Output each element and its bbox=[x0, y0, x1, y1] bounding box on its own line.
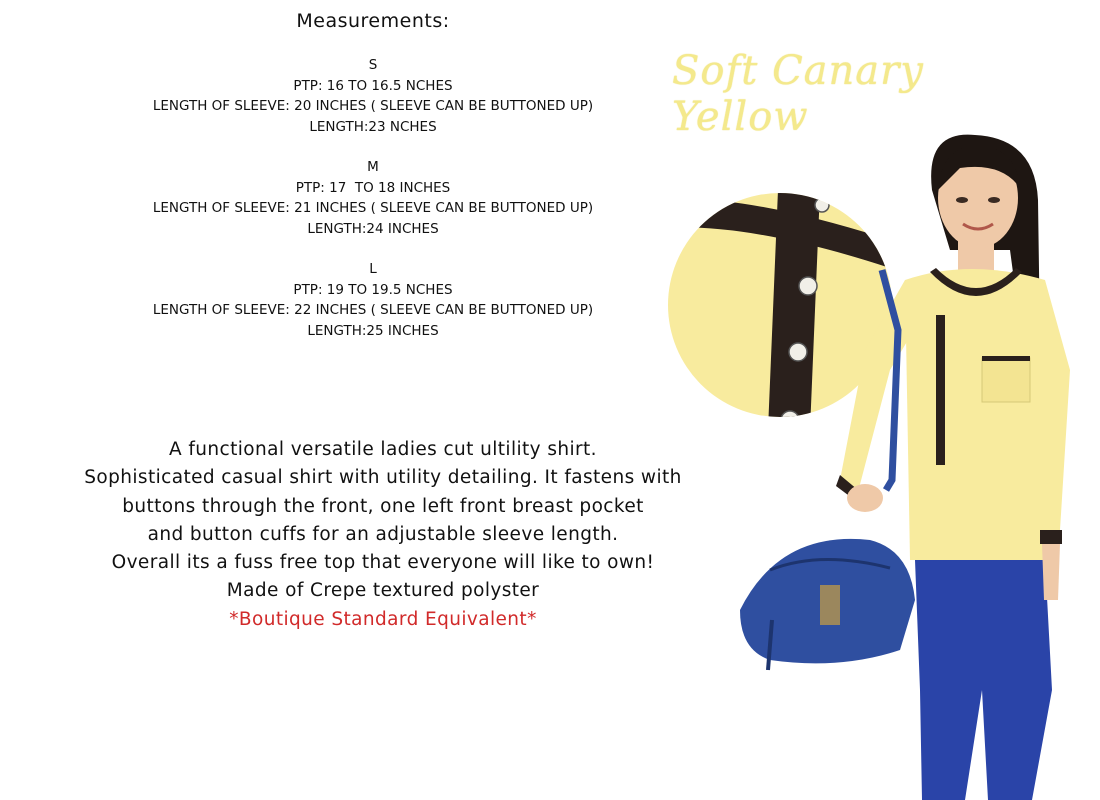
sleeve-length-value: LENGTH OF SLEEVE: 21 INCHES ( SLEEVE CAN BE BUTTONED UP) bbox=[152, 200, 594, 216]
size-block-s bbox=[40, 55, 706, 137]
model-figure bbox=[836, 135, 1070, 800]
description-line: Overall its a fuss free top that everyone will like to own! bbox=[111, 552, 655, 574]
size-block-l bbox=[40, 259, 706, 341]
color-name-title: Soft Canary Yellow bbox=[672, 48, 924, 140]
description-line: buttons through the front, one left front breast pocket bbox=[122, 495, 644, 517]
description-line: and button cuffs for an adjustable sleeve length. bbox=[147, 523, 619, 545]
description-line: A functional versatile ladies cut ultility shirt. bbox=[169, 439, 597, 460]
model-photo bbox=[660, 130, 1100, 800]
length-value: LENGTH:25 INCHES bbox=[307, 322, 439, 339]
measurements-section bbox=[40, 10, 706, 361]
length-value: LENGTH:23 NCHES bbox=[309, 118, 437, 135]
length-value: LENGTH:24 INCHES bbox=[307, 220, 439, 237]
measurements-title: Measurements: bbox=[296, 10, 450, 32]
boutique-note: *Boutique Standard Equivalent* bbox=[229, 608, 537, 630]
sleeve-length-value: LENGTH OF SLEEVE: 22 INCHES ( SLEEVE CAN BE BUTTONED UP) bbox=[152, 302, 594, 318]
size-block-m bbox=[40, 157, 706, 239]
description-line: Sophisticated casual shirt with utility detailing. It fastens with bbox=[84, 467, 682, 489]
size-label: M bbox=[367, 159, 379, 175]
product-description bbox=[20, 436, 746, 634]
ptp-value: PTP: 16 TO 16.5 NCHES bbox=[293, 77, 453, 94]
size-label: L bbox=[369, 261, 377, 277]
size-label: S bbox=[368, 57, 378, 73]
description-line: Made of Crepe textured polyster bbox=[226, 580, 540, 602]
sleeve-length-value: LENGTH OF SLEEVE: 20 INCHES ( SLEEVE CAN BE BUTTONED UP) bbox=[152, 98, 594, 114]
ptp-value: PTP: 17 TO 18 INCHES bbox=[295, 179, 451, 196]
handbag bbox=[740, 539, 915, 670]
ptp-value: PTP: 19 TO 19.5 NCHES bbox=[293, 281, 453, 298]
